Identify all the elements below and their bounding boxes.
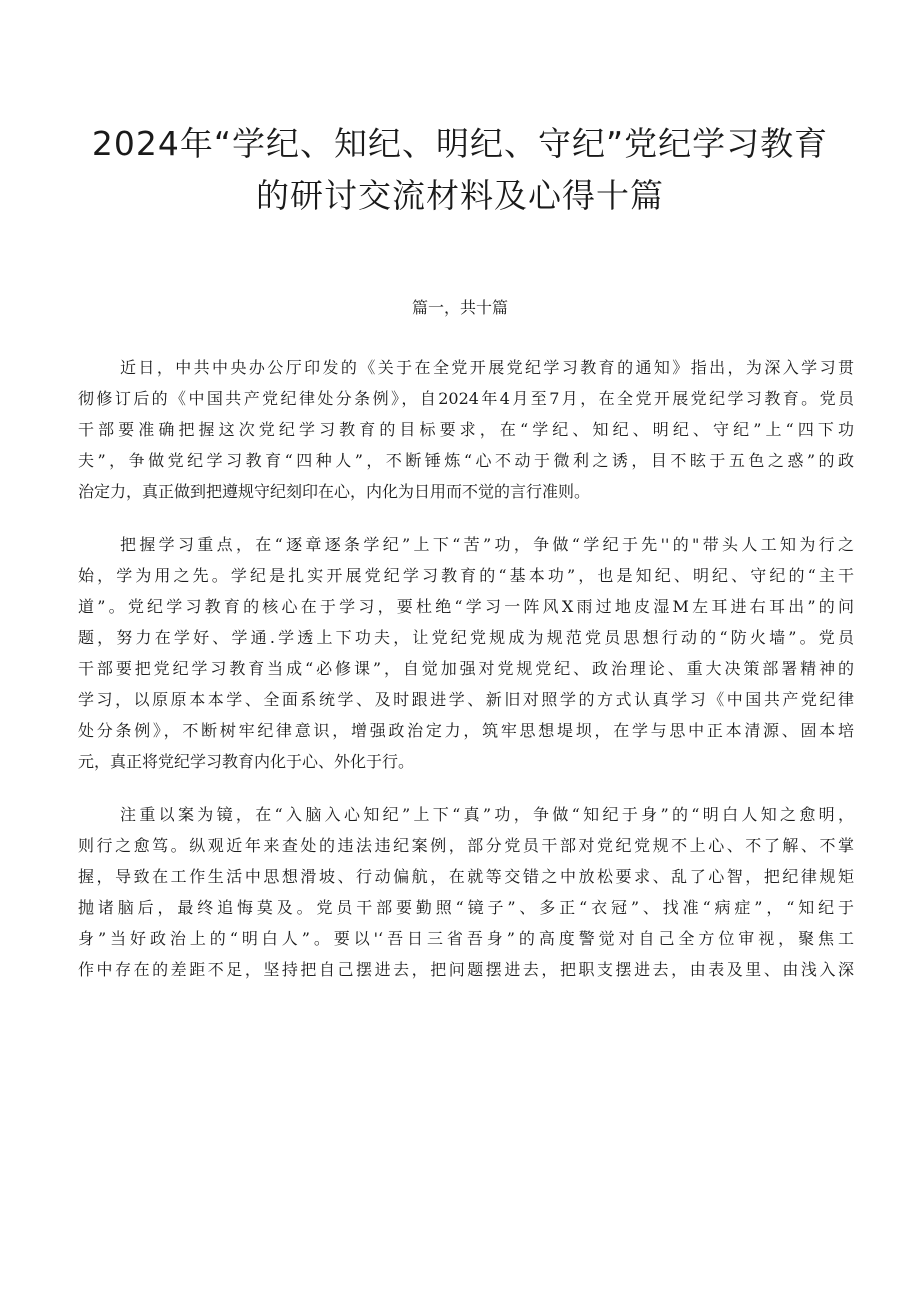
- text-line: 治定力，真正做到把遵规守纪刻印在心，内化为日用而不觉的言行准则。: [78, 482, 591, 501]
- text-line: 干部要把党纪学习教育当成“必修课”，自觉加强对党规党纪、政治理论、重大决策部署精神的: [78, 659, 854, 678]
- text-line: 道”。党纪学习教育的核心在于学习，要杜绝“学习一阵风X雨过地皮湿M左耳进右耳出”的问: [78, 597, 854, 616]
- section-heading: 篇一，共十篇: [411, 298, 508, 317]
- text-line: 始，学为用之先。学纪是扎实开展党纪学习教育的“基本功”，也是知纪、明纪、守纪的“主干: [78, 566, 854, 585]
- document-title: [60, 118, 860, 222]
- text-line: 题，努力在学好、学通.学透上下功夫，让党纪党规成为规范党员思想行动的“防火墙”。党员: [78, 628, 854, 647]
- text-line: 彻修订后的《中国共产党纪律处分条例》，自2024年4月至7月，在全党开展党纪学习教育。党员: [78, 389, 854, 408]
- text-line: 近日，中共中央办公厅印发的《关于在全党开展党纪学习教育的通知》指出，为深入学习贯: [120, 358, 854, 377]
- text-line: 把握学习重点，在“逐章逐条学纪”上下“苦”功，争做“学纪于先''的"带头人工知为行之: [120, 535, 854, 554]
- title-line: 2024年“学纪、知纪、明纪、守纪”党纪学习教育: [91, 124, 829, 163]
- paragraph: [78, 352, 854, 507]
- document-body: [78, 352, 854, 1007]
- title-line: 的研讨交流材料及心得十篇: [256, 176, 664, 215]
- paragraph: [78, 529, 854, 777]
- text-line: 干部要准确把握这次党纪学习教育的目标要求，在“学纪、知纪、明纪、守纪”上“四下功: [78, 420, 854, 439]
- text-line: 夫”，争做党纪学习教育“四种人”，不断锤炼“心不动于微利之诱，目不眩于五色之惑”的政: [78, 451, 854, 470]
- paragraph: [78, 799, 854, 985]
- text-line: 注重以案为镜，在“入脑入心知纪”上下“真”功，争做“知纪于身”的“明白人知之愈明，: [120, 805, 854, 824]
- text-line: 抛诸脑后，最终追悔莫及。党员干部要勤照“镜子”、多正“衣冠”、找准“病症”，“知纪于: [78, 898, 854, 917]
- text-line: 元，真正将党纪学习教育内化于心、外化于行。: [78, 752, 415, 771]
- text-line: 学习，以原原本本学、全面系统学、及时跟进学、新旧对照学的方式认真学习《中国共产党纪律: [78, 690, 854, 709]
- text-line: 握，导致在工作生活中思想滑坡、行动偏航，在就等交错之中放松要求、乱了心智，把纪律规矩: [78, 867, 854, 886]
- text-line: 身”当好政治上的“明白人”。要以'‘吾日三省吾身”的高度警觉对自己全方位审视，聚焦工: [78, 929, 854, 948]
- text-line: 处分条例》，不断树牢纪律意识，增强政治定力，筑牢思想堤坝，在学与思中正本清源、固本培: [78, 721, 854, 740]
- text-line: 作中存在的差距不足，坚持把自己摆进去，把问题摆进去，把职支摆进去，由表及里、由浅入深: [78, 960, 854, 979]
- text-line: 则行之愈笃。纵观近年来查处的违法违纪案例，部分党员干部对党纪党规不上心、不了解、不掌: [78, 836, 854, 855]
